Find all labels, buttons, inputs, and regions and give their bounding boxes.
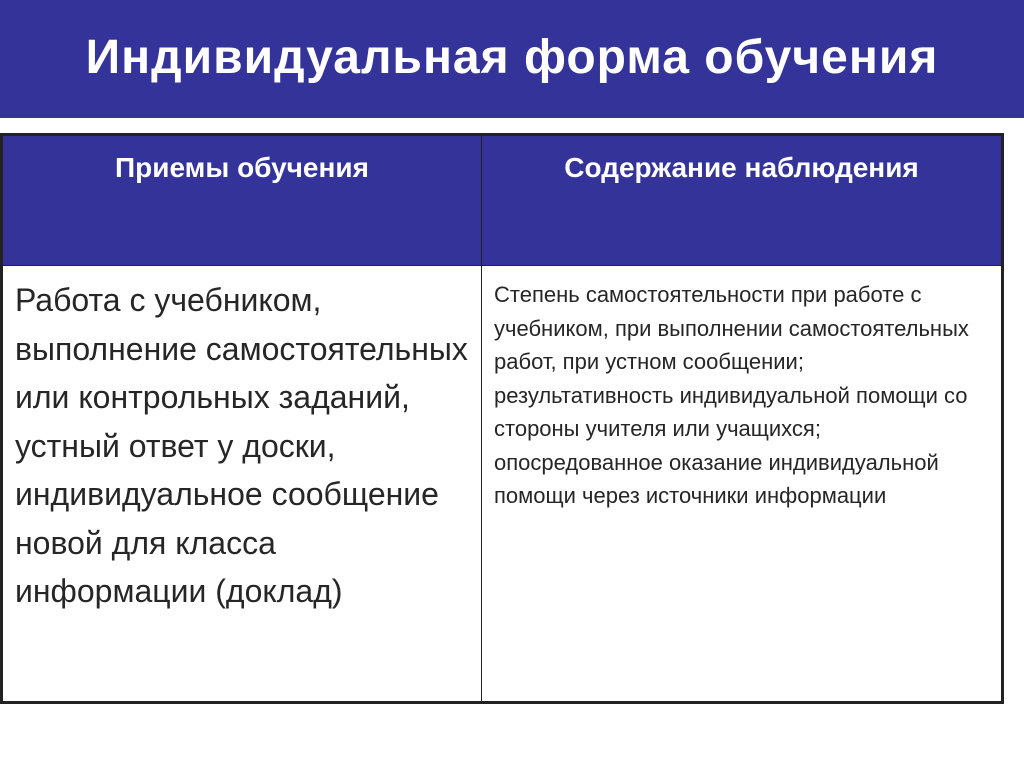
table-grid	[2, 135, 1002, 702]
slide-title-bar	[0, 0, 1024, 118]
cell-techniques: Работа с учебником, выполнение самостоятельных или контрольных заданий, устный ответ у доски, индивидуальное сообщение новой для класса информации (доклад)	[3, 266, 482, 702]
header-techniques-label: Приемы обучения	[115, 152, 369, 183]
cell-observation: Степень самостоятельности при работе с учебником, при выполнении самостоятельных работ, при устном сообщении; результативность индивидуальной помощи со стороны учителя или учащихся; опосредованное оказание индивидуальной помощи через источники информации	[482, 266, 1002, 702]
content-table	[0, 133, 1004, 704]
header-cell-observation	[482, 136, 1002, 266]
header-cell-techniques	[3, 136, 482, 266]
table-row	[3, 266, 1002, 702]
header-observation-label: Содержание наблюдения	[564, 152, 919, 183]
table-header-row	[3, 136, 1002, 266]
slide-title: Индивидуальная форма обучения	[85, 30, 939, 84]
